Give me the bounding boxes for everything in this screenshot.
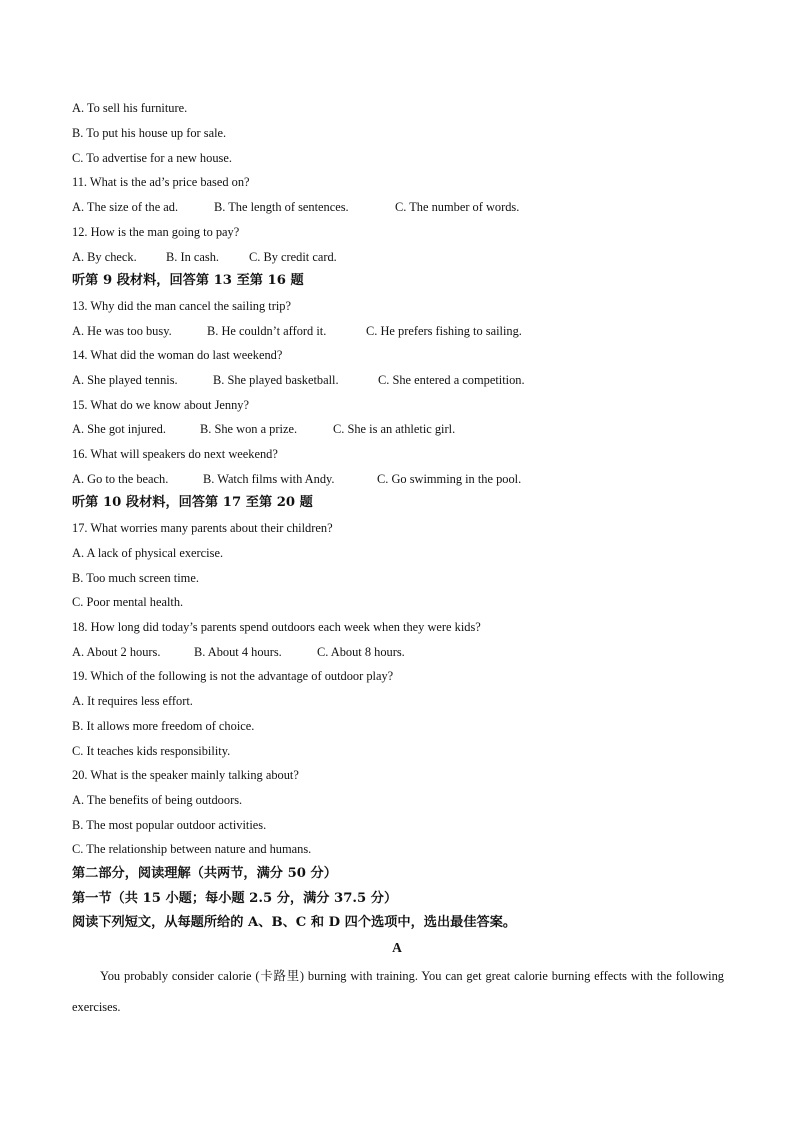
q16-option-c: C. Go swimming in the pool. — [377, 472, 522, 486]
q16-stem: 16. What will speakers do next weekend? — [72, 447, 278, 461]
q17-stem: 17. What worries many parents about their children? — [72, 521, 333, 535]
q14-option-a: A. She played tennis. — [72, 373, 178, 387]
q15-option-a: A. She got injured. — [72, 422, 166, 436]
q12-stem: 12. How is the man going to pay? — [72, 225, 240, 239]
q12-option-a: A. By check. — [72, 250, 137, 264]
q13-stem: 13. Why did the man cancel the sailing trip? — [72, 299, 291, 313]
q11-stem: 11. What is the ad’s price based on? — [72, 175, 250, 189]
q19-option-a: A. It requires less effort. — [72, 694, 193, 708]
q11-option-b: B. The length of sentences. — [214, 200, 349, 214]
q14-stem: 14. What did the woman do last weekend? — [72, 348, 283, 362]
q20-option-c: C. The relationship between nature and humans. — [72, 842, 312, 856]
q10-option-b: B. To put his house up for sale. — [72, 126, 227, 140]
reading-instruction: 阅读下列短文，从每题所给的 A、B、C 和 D 四个选项中，选出最佳答案。 — [72, 915, 517, 930]
section1-heading: 第一节（共 15 小题；每小题 2.5 分，满分 37.5 分） — [72, 891, 398, 906]
q19-stem: 19. Which of the following is not the advantage of outdoor play? — [72, 669, 394, 683]
q13-option-c: C. He prefers fishing to sailing. — [366, 324, 522, 338]
q16-option-b: B. Watch films with Andy. — [203, 472, 335, 486]
q17-option-b: B. Too much screen time. — [72, 571, 199, 585]
q18-option-c: C. About 8 hours. — [317, 645, 405, 659]
section9-heading: 听第 9 段材料，回答第 13 至第 16 题 — [72, 273, 304, 288]
q14-option-b: B. She played basketball. — [213, 373, 339, 387]
q19-option-b: B. It allows more freedom of choice. — [72, 719, 255, 733]
passage-label: A — [392, 940, 402, 955]
q19-option-c: C. It teaches kids responsibility. — [72, 744, 231, 758]
q18-option-b: B. About 4 hours. — [194, 645, 282, 659]
q12-option-b: B. In cash. — [166, 250, 219, 264]
q11-option-a: A. The size of the ad. — [72, 200, 179, 214]
q13-option-a: A. He was too busy. — [72, 324, 172, 338]
q15-stem: 15. What do we know about Jenny? — [72, 398, 249, 412]
part2-heading: 第二部分，阅读理解（共两节，满分 50 分） — [72, 866, 337, 881]
q16-option-a: A. Go to the beach. — [72, 472, 169, 486]
q20-stem: 20. What is the speaker mainly talking about? — [72, 768, 299, 782]
q15-option-c: C. She is an athletic girl. — [333, 422, 456, 436]
q13-option-b: B. He couldn’t afford it. — [207, 324, 327, 338]
q20-option-b: B. The most popular outdoor activities. — [72, 818, 267, 832]
q17-option-c: C. Poor mental health. — [72, 595, 184, 609]
passage-paragraph: You probably consider calorie (卡路里) burning with training. You can get great calorie burning effects with the following exercises. — [72, 969, 724, 1014]
q18-stem: 18. How long did today’s parents spend outdoors each week when they were kids? — [72, 620, 481, 634]
q14-option-c: C. She entered a competition. — [378, 373, 525, 387]
q11-option-c: C. The number of words. — [395, 200, 520, 214]
q15-option-b: B. She won a prize. — [200, 422, 298, 436]
q10-option-c: C. To advertise for a new house. — [72, 151, 232, 165]
q10-option-a: A. To sell his furniture. — [72, 101, 188, 115]
q12-option-c: C. By credit card. — [249, 250, 337, 264]
q18-option-a: A. About 2 hours. — [72, 645, 161, 659]
q20-option-a: A. The benefits of being outdoors. — [72, 793, 243, 807]
section10-heading: 听第 10 段材料，回答第 17 至第 20 题 — [72, 495, 313, 510]
q17-option-a: A. A lack of physical exercise. — [72, 546, 224, 560]
